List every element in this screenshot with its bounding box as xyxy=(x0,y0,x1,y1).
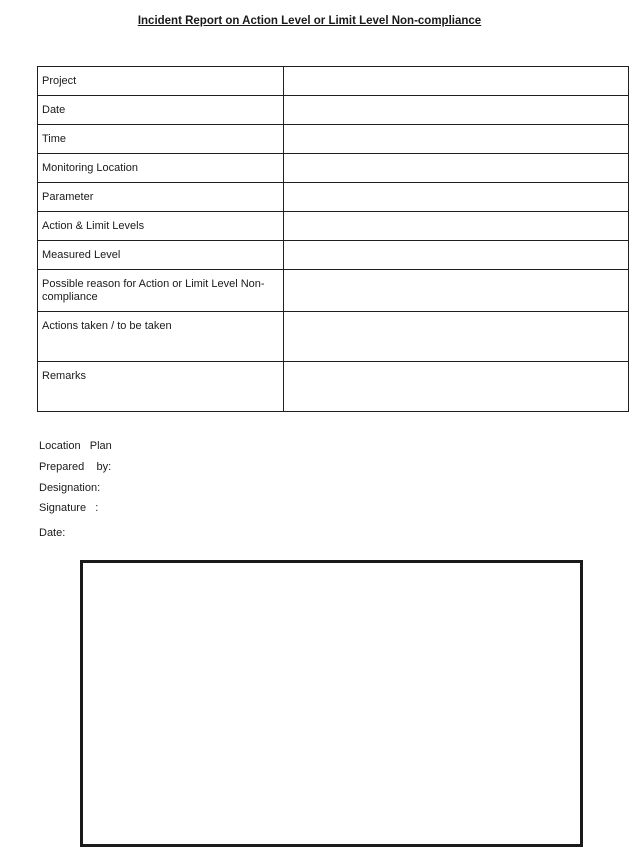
prepared-by-label: Prepared by: xyxy=(39,461,112,473)
table-row xyxy=(38,154,629,183)
table-row xyxy=(38,67,629,96)
row-value-time[interactable] xyxy=(284,125,629,154)
page-title: Incident Report on Action Level or Limit Level Non-compliance xyxy=(137,15,482,27)
incident-report-table xyxy=(37,66,629,412)
date-label: Date: xyxy=(39,527,66,539)
location-plan-label: Location Plan xyxy=(39,440,112,452)
table-row xyxy=(38,362,629,412)
table-row xyxy=(38,96,629,125)
row-label-monitoring-location: Monitoring Location xyxy=(38,154,284,183)
row-label-possible-reason: Possible reason for Action or Limit Level Non-compliance xyxy=(38,270,284,312)
row-label-project: Project xyxy=(38,67,284,96)
table-row xyxy=(38,212,629,241)
table-row xyxy=(38,312,629,362)
row-value-date[interactable] xyxy=(284,96,629,125)
row-value-remarks[interactable] xyxy=(284,362,629,412)
row-value-action-limit-levels[interactable] xyxy=(284,212,629,241)
table-row xyxy=(38,183,629,212)
row-value-actions-taken[interactable] xyxy=(284,312,629,362)
row-label-remarks: Remarks xyxy=(38,362,284,412)
row-value-measured-level[interactable] xyxy=(284,241,629,270)
row-label-measured-level: Measured Level xyxy=(38,241,284,270)
row-value-parameter[interactable] xyxy=(284,183,629,212)
row-value-possible-reason[interactable] xyxy=(284,270,629,312)
row-label-actions-taken: Actions taken / to be taken xyxy=(38,312,284,362)
designation-label: Designation: xyxy=(39,482,101,494)
row-value-monitoring-location[interactable] xyxy=(284,154,629,183)
table-row xyxy=(38,125,629,154)
row-label-time: Time xyxy=(38,125,284,154)
table-row xyxy=(38,241,629,270)
row-value-project[interactable] xyxy=(284,67,629,96)
row-label-date: Date xyxy=(38,96,284,125)
location-plan-box xyxy=(80,560,583,847)
row-label-parameter: Parameter xyxy=(38,183,284,212)
signature-label: Signature : xyxy=(39,502,99,514)
table-row xyxy=(38,270,629,312)
row-label-action-limit-levels: Action & Limit Levels xyxy=(38,212,284,241)
